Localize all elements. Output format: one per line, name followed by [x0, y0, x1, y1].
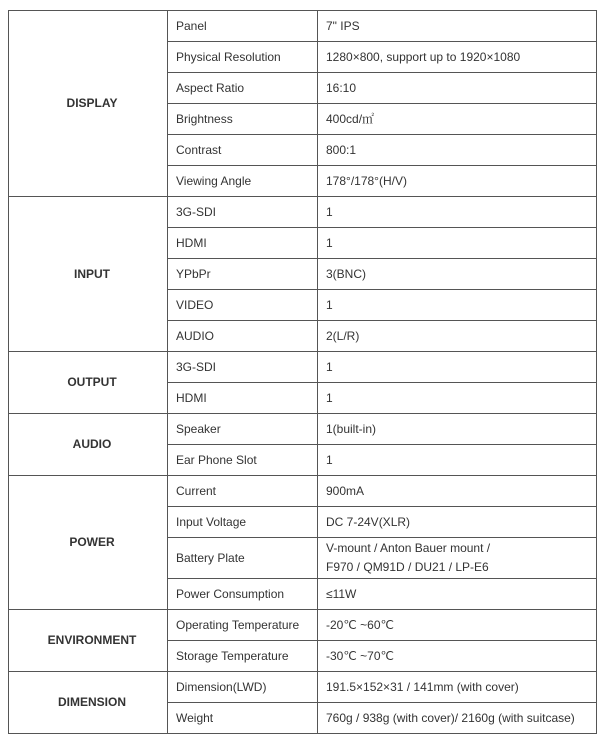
spec-value: 1 — [318, 445, 597, 476]
spec-value: 2(L/R) — [318, 321, 597, 352]
spec-value: 800:1 — [318, 135, 597, 166]
category-display: DISPLAY — [9, 11, 168, 197]
category-output: OUTPUT — [9, 352, 168, 414]
spec-label: VIDEO — [168, 290, 318, 321]
spec-label: Weight — [168, 703, 318, 734]
category-audio: AUDIO — [9, 414, 168, 476]
spec-label: Input Voltage — [168, 507, 318, 538]
spec-label: YPbPr — [168, 259, 318, 290]
spec-label: 3G-SDI — [168, 352, 318, 383]
spec-value: 1 — [318, 290, 597, 321]
spec-label: Brightness — [168, 104, 318, 135]
spec-value: 16:10 — [318, 73, 597, 104]
spec-label: Speaker — [168, 414, 318, 445]
spec-value: 900mA — [318, 476, 597, 507]
spec-value: 760g / 938g (with cover)/ 2160g (with suitcase) — [318, 703, 597, 734]
spec-value: 3(BNC) — [318, 259, 597, 290]
spec-value: 1 — [318, 197, 597, 228]
table-row — [9, 672, 597, 703]
spec-label: Viewing Angle — [168, 166, 318, 197]
spec-value: 7" IPS — [318, 11, 597, 42]
spec-label: HDMI — [168, 383, 318, 414]
spec-label: Current — [168, 476, 318, 507]
spec-value: 1 — [318, 228, 597, 259]
spec-value: 1 — [318, 383, 597, 414]
spec-label: Operating Temperature — [168, 610, 318, 641]
spec-value: 191.5×152×31 / 141mm (with cover) — [318, 672, 597, 703]
spec-label: Ear Phone Slot — [168, 445, 318, 476]
spec-label: AUDIO — [168, 321, 318, 352]
table-row — [9, 414, 597, 445]
spec-label: Dimension(LWD) — [168, 672, 318, 703]
spec-label: 3G-SDI — [168, 197, 318, 228]
spec-value: 1(built-in) — [318, 414, 597, 445]
spec-value: 400cd/㎡ — [318, 104, 597, 135]
category-power: POWER — [9, 476, 168, 610]
spec-value: 1 — [318, 352, 597, 383]
spec-label: Power Consumption — [168, 579, 318, 610]
spec-value: 178°/178°(H/V) — [318, 166, 597, 197]
spec-value: -20℃ ~60℃ — [318, 610, 597, 641]
category-dimension: DIMENSION — [9, 672, 168, 734]
category-environment: ENVIRONMENT — [9, 610, 168, 672]
spec-label: Panel — [168, 11, 318, 42]
spec-value: -30℃ ~70℃ — [318, 641, 597, 672]
spec-label: Storage Temperature — [168, 641, 318, 672]
table-row — [9, 610, 597, 641]
spec-label: Battery Plate — [168, 538, 318, 579]
table-row — [9, 352, 597, 383]
spec-label: Physical Resolution — [168, 42, 318, 73]
spec-value: 1280×800, support up to 1920×1080 — [318, 42, 597, 73]
spec-label: HDMI — [168, 228, 318, 259]
spec-value: DC 7-24V(XLR) — [318, 507, 597, 538]
spec-value: V-mount / Anton Bauer mount / F970 / QM91D / DU21 / LP-E6 — [318, 538, 597, 579]
table-row — [9, 476, 597, 507]
spec-table — [8, 10, 597, 734]
table-row — [9, 11, 597, 42]
table-row — [9, 197, 597, 228]
spec-label: Contrast — [168, 135, 318, 166]
spec-value: ≤11W — [318, 579, 597, 610]
category-input: INPUT — [9, 197, 168, 352]
spec-label: Aspect Ratio — [168, 73, 318, 104]
